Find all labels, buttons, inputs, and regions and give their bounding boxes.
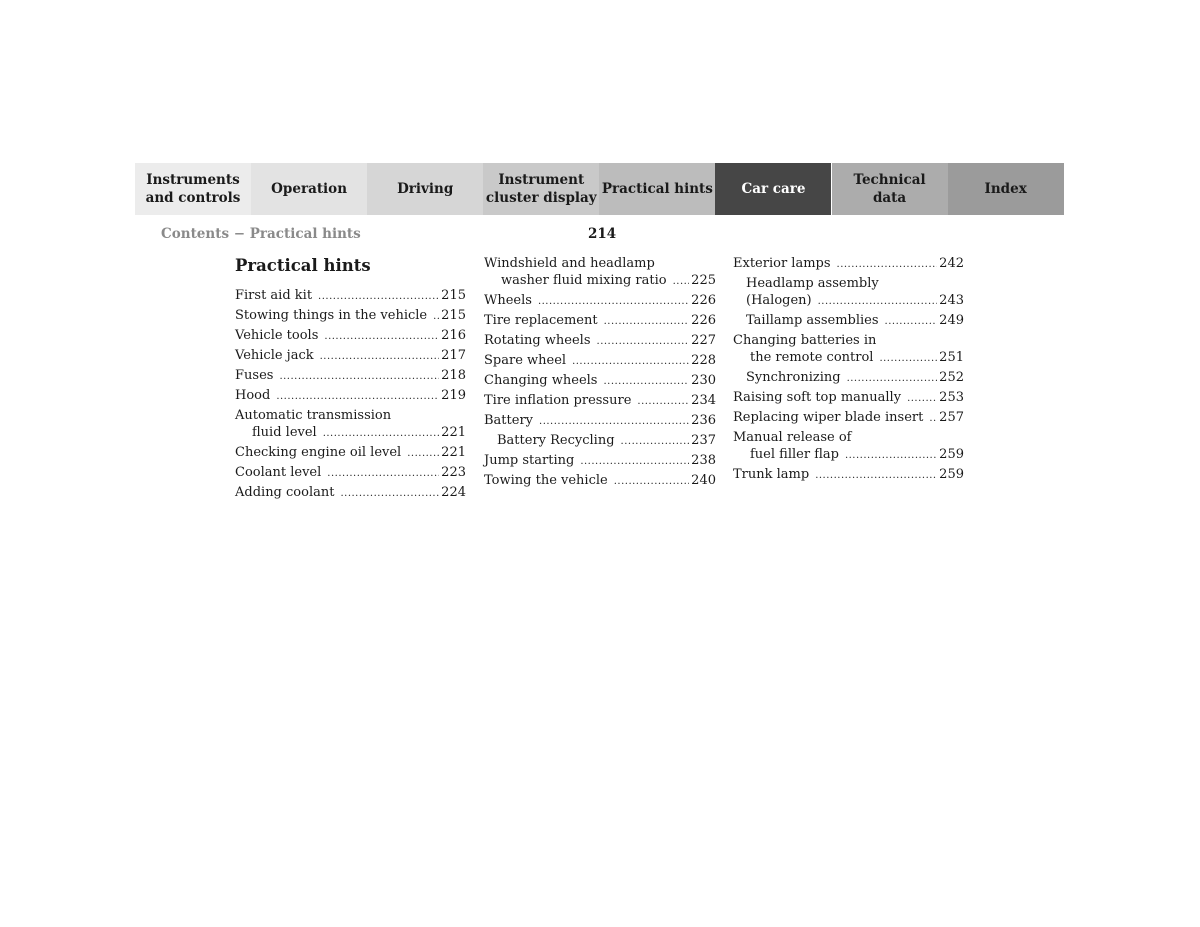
- toc-entry-text: Jump starting: [484, 453, 575, 468]
- toc-entry-line: [733, 255, 964, 273]
- toc-entry-line: [484, 472, 716, 490]
- toc-entry-line: [733, 275, 964, 292]
- dot-leader: [433, 308, 439, 325]
- toc-entry-line: [235, 367, 466, 385]
- toc-entry[interactable]: [733, 466, 964, 484]
- toc-entry-line: [733, 409, 964, 427]
- toc-page-number[interactable]: 238: [691, 453, 716, 468]
- toc-entry-text: Spare wheel: [484, 353, 567, 368]
- toc-entry-line: [484, 352, 716, 370]
- toc-entry-text: Replacing wiper blade insert: [733, 410, 924, 425]
- toc-entry-text: Vehicle jack: [235, 348, 314, 363]
- toc-entry-line: [484, 255, 716, 272]
- dot-leader: [604, 313, 690, 330]
- toc-entry-text: Towing the vehicle: [484, 473, 608, 488]
- toc-entry[interactable]: [235, 464, 466, 482]
- toc-entry-text: Battery Recycling: [497, 433, 615, 448]
- toc-page-number[interactable]: 215: [441, 308, 466, 323]
- toc-entry-line: [235, 387, 466, 405]
- tab-driving[interactable]: Driving: [367, 163, 483, 215]
- dot-leader: [276, 388, 439, 405]
- toc-page-number[interactable]: 221: [441, 425, 466, 440]
- toc-entry-line: [733, 332, 964, 349]
- toc-page-number[interactable]: 234: [691, 393, 716, 408]
- toc-entry-line: [235, 327, 466, 345]
- tab-operation[interactable]: Operation: [251, 163, 367, 215]
- dot-leader: [580, 453, 689, 470]
- toc-entry-line: [235, 484, 466, 502]
- toc-page-number[interactable]: 242: [939, 256, 964, 271]
- page-number: 214: [588, 226, 617, 242]
- toc-column-1: [235, 255, 466, 504]
- tab-index[interactable]: Index: [948, 163, 1064, 215]
- dot-leader: [318, 288, 439, 305]
- toc-page-number[interactable]: 225: [691, 273, 716, 288]
- toc-entry-text: Checking engine oil level: [235, 445, 402, 460]
- toc-page-number[interactable]: 226: [691, 313, 716, 328]
- toc-page-number[interactable]: 251: [939, 350, 964, 365]
- toc-entry[interactable]: [235, 327, 466, 345]
- toc-entry[interactable]: [235, 367, 466, 385]
- toc-page-number[interactable]: 219: [441, 388, 466, 403]
- toc-entry[interactable]: [484, 452, 716, 470]
- toc-page-number[interactable]: 252: [939, 370, 964, 385]
- toc-page-number[interactable]: 218: [441, 368, 466, 383]
- dot-leader: [614, 473, 689, 490]
- toc-page-number[interactable]: 217: [441, 348, 466, 363]
- dot-leader: [621, 433, 690, 450]
- toc-entry[interactable]: [484, 372, 716, 390]
- toc-entry-text: Synchronizing: [746, 370, 841, 385]
- toc-entry-line: [484, 372, 716, 390]
- toc-entry-text: washer fluid mixing ratio: [501, 273, 667, 288]
- toc-entry[interactable]: [235, 407, 466, 442]
- toc-entry-text: Changing wheels: [484, 373, 598, 388]
- toc-entry[interactable]: [733, 409, 964, 427]
- toc-entry-line: [733, 446, 964, 464]
- toc-entry-text: (Halogen): [746, 293, 812, 308]
- dot-leader: [572, 353, 689, 370]
- toc-entry-text: Windshield and headlamp: [484, 256, 655, 271]
- toc-entry-line: [484, 272, 716, 290]
- toc-entry-line: [733, 466, 964, 484]
- dot-leader: [340, 485, 439, 502]
- dot-leader: [818, 293, 938, 310]
- toc-entry[interactable]: [733, 255, 964, 273]
- toc-page-number[interactable]: 223: [441, 465, 466, 480]
- toc-entry-text: Tire inflation pressure: [484, 393, 632, 408]
- toc-entry-line: [484, 432, 716, 450]
- page-header: [0, 226, 1200, 244]
- toc-entry[interactable]: [484, 472, 716, 490]
- dot-leader: [837, 256, 938, 273]
- toc-entry-text: Tire replacement: [484, 313, 598, 328]
- toc-entry-line: [235, 407, 466, 424]
- toc-page-number[interactable]: 221: [441, 445, 466, 460]
- toc-entry-text: fuel filler flap: [750, 447, 839, 462]
- toc-entry-text: Automatic transmission: [235, 408, 392, 423]
- toc-page-number[interactable]: 228: [691, 353, 716, 368]
- toc-entry-line: [484, 452, 716, 470]
- toc-entry-text: Fuses: [235, 368, 274, 383]
- toc-page-number[interactable]: 243: [939, 293, 964, 308]
- toc-entry[interactable]: [733, 332, 964, 367]
- toc-entry-text: Trunk lamp: [733, 467, 810, 482]
- toc-heading: Practical hints: [235, 256, 371, 275]
- dot-leader: [929, 410, 937, 427]
- toc-entry-text: Coolant level: [235, 465, 322, 480]
- dot-leader: [847, 370, 938, 387]
- toc-entry-line: [484, 292, 716, 310]
- toc-entry[interactable]: [484, 312, 716, 330]
- toc-entry[interactable]: [733, 275, 964, 310]
- toc-page-number[interactable]: 249: [939, 313, 964, 328]
- tab-practical-hints[interactable]: Practical hints: [599, 163, 715, 215]
- tab-instruments-and-controls[interactable]: Instruments and controls: [135, 163, 251, 215]
- toc-entry-text: fluid level: [252, 425, 317, 440]
- toc-entry-text: Taillamp assemblies: [746, 313, 879, 328]
- toc-entry-line: [235, 464, 466, 482]
- dot-leader: [327, 465, 439, 482]
- dot-leader: [603, 373, 689, 390]
- toc-entry-text: Stowing things in the vehicle: [235, 308, 428, 323]
- toc-entry-text: Changing batteries in: [733, 333, 877, 348]
- toc-entry-line: [235, 424, 466, 442]
- toc-page-number[interactable]: 259: [939, 467, 964, 482]
- dot-leader: [885, 313, 938, 330]
- dot-leader: [597, 333, 690, 350]
- toc-entry[interactable]: [235, 484, 466, 502]
- toc-entry-line: [484, 332, 716, 350]
- section-title: Contents − Practical hints: [161, 226, 361, 242]
- toc-entry-line: [484, 412, 716, 430]
- tab-instrument-cluster-display[interactable]: Instrument cluster display: [483, 163, 599, 215]
- toc-entry[interactable]: [484, 412, 716, 430]
- toc-entry-line: [484, 312, 716, 330]
- toc-page-number[interactable]: 259: [939, 447, 964, 462]
- toc-entry[interactable]: [733, 429, 964, 464]
- dot-leader: [320, 348, 440, 365]
- toc-entry-line: [235, 307, 466, 325]
- dot-leader: [323, 425, 439, 442]
- toc-entry[interactable]: [484, 255, 716, 290]
- dot-leader: [407, 445, 439, 462]
- toc-page-number[interactable]: 257: [939, 410, 964, 425]
- toc-entry-text: Hood: [235, 388, 271, 403]
- dot-leader: [279, 368, 439, 385]
- toc-page-number[interactable]: 230: [691, 373, 716, 388]
- toc-entry-text: Adding coolant: [235, 485, 335, 500]
- toc-entry[interactable]: [484, 332, 716, 350]
- tab-car-care[interactable]: Car care: [715, 163, 831, 215]
- toc-entry[interactable]: [733, 389, 964, 407]
- toc-entry-text: Manual release of: [733, 430, 852, 445]
- toc-page-number[interactable]: 236: [691, 413, 716, 428]
- toc-entry[interactable]: [484, 432, 716, 450]
- toc-entry[interactable]: [235, 307, 466, 325]
- toc-page-number[interactable]: 253: [939, 390, 964, 405]
- toc-entry-line: [733, 349, 964, 367]
- toc-entry-text: Rotating wheels: [484, 333, 591, 348]
- toc-entry[interactable]: [484, 292, 716, 310]
- chapter-tab-bar: [135, 163, 1064, 215]
- toc-entry[interactable]: [235, 387, 466, 405]
- toc-page-number[interactable]: 240: [691, 473, 716, 488]
- dot-leader: [907, 390, 937, 407]
- toc-entry-text: Raising soft top manually: [733, 390, 902, 405]
- toc-entry-text: Headlamp assembly: [746, 276, 879, 291]
- dot-leader: [815, 467, 937, 484]
- toc-entry[interactable]: [733, 369, 964, 387]
- toc-page-number[interactable]: 215: [441, 288, 466, 303]
- toc-entry-line: [235, 347, 466, 365]
- dot-leader: [637, 393, 689, 410]
- toc-entry-text: First aid kit: [235, 288, 313, 303]
- toc-entry[interactable]: [484, 352, 716, 370]
- toc-entry-text: Exterior lamps: [733, 256, 831, 271]
- toc-page-number[interactable]: 237: [691, 433, 716, 448]
- toc-entry[interactable]: [733, 312, 964, 330]
- dot-leader: [539, 413, 689, 430]
- toc-entry-text: Wheels: [484, 293, 532, 308]
- toc-entry-text: Vehicle tools: [235, 328, 319, 343]
- toc-page-number[interactable]: 216: [441, 328, 466, 343]
- toc-page-number[interactable]: 224: [441, 485, 466, 500]
- toc-entry-line: [235, 444, 466, 462]
- toc-entry-line: [733, 312, 964, 330]
- toc-page-number[interactable]: 227: [691, 333, 716, 348]
- toc-entry[interactable]: [235, 287, 466, 305]
- toc-entry[interactable]: [484, 392, 716, 410]
- tab-technical-data[interactable]: Technical data: [832, 163, 948, 215]
- toc-entry-line: [733, 389, 964, 407]
- toc-column-3: [733, 255, 964, 486]
- toc-entry-text: Battery: [484, 413, 534, 428]
- toc-entry-line: [733, 429, 964, 446]
- toc-column-2: [484, 255, 716, 492]
- dot-leader: [538, 293, 689, 310]
- toc-entry-line: [733, 292, 964, 310]
- dot-leader: [324, 328, 439, 345]
- toc-entry[interactable]: [235, 444, 466, 462]
- toc-entry-text: the remote control: [750, 350, 874, 365]
- dot-leader: [673, 273, 690, 290]
- toc-entry-line: [235, 287, 466, 305]
- dot-leader: [879, 350, 937, 367]
- toc-page-number[interactable]: 226: [691, 293, 716, 308]
- toc-entry-line: [733, 369, 964, 387]
- toc-entry-line: [484, 392, 716, 410]
- dot-leader: [845, 447, 937, 464]
- toc-entry[interactable]: [235, 347, 466, 365]
